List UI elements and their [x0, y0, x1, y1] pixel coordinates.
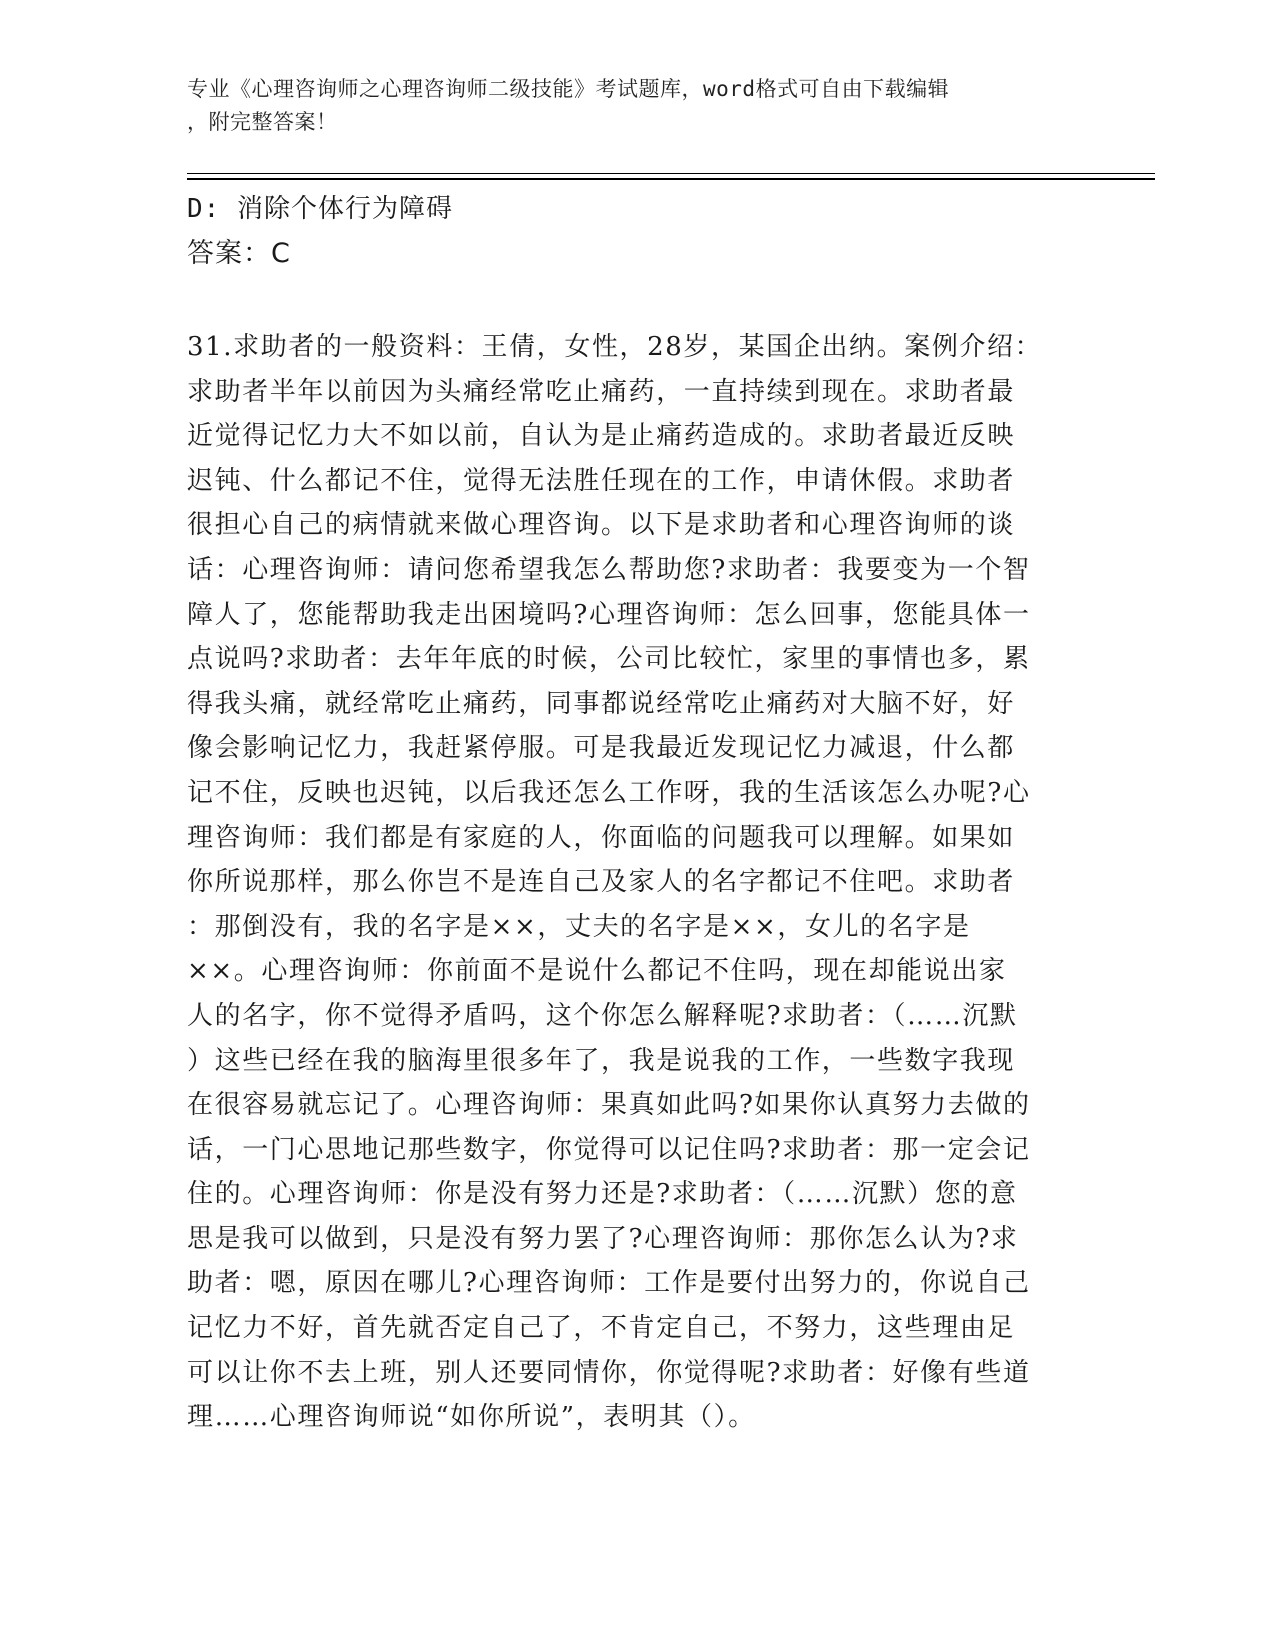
question-line: 理咨询师：我们都是有家庭的人，你面临的问题我可以理解。如果如: [187, 822, 1016, 853]
header-rule-thick: [187, 178, 1155, 180]
question-line: 你所说那样，那么你岂不是连自己及家人的名字都记不住吧。求助者: [187, 867, 1016, 898]
answer-line: 答案：C: [187, 238, 291, 269]
document-header: [187, 73, 1067, 139]
question-line: 住的。心理咨询师：你是没有努力还是?求助者：（……沉默）您的意: [187, 1179, 1018, 1210]
header-line-2: ，附完整答案！: [187, 110, 338, 134]
question-line: 话，一门心思地记那些数字，你觉得可以记住吗?求助者：那一定会记: [187, 1134, 1031, 1165]
question-line: 像会影响记忆力，我赶紧停服。可是我最近发现记忆力减退，什么都: [187, 733, 1016, 764]
question-line: ）这些已经在我的脑海里很多年了，我是说我的工作，一些数字我现: [187, 1045, 1016, 1076]
question-line: 点说吗?求助者：去年年底的时候，公司比较忙，家里的事情也多，累: [187, 644, 1031, 675]
header-rule-thin: [187, 173, 1155, 174]
question-line: 求助者半年以前因为头痛经常吃止痛药，一直持续到现在。求助者最: [187, 376, 1016, 407]
question-line: 记忆力不好，首先就否定自己了，不肯定自己，不努力，这些理由足: [187, 1313, 1016, 1344]
question-line: 障人了，您能帮助我走出困境吗?心理咨询师：怎么回事，您能具体一: [187, 599, 1031, 630]
question-line: 迟钝、什么都记不住，觉得无法胜任现在的工作，申请休假。求助者: [187, 465, 1016, 496]
question-line: ××。心理咨询师：你前面不是说什么都记不住吗，现在却能说出家: [187, 956, 1007, 987]
question-line: 思是我可以做到，只是没有努力罢了?心理咨询师：那你怎么认为?求: [187, 1223, 1019, 1254]
question-line: 近觉得记忆力大不如以前，自认为是止痛药造成的。求助者最近反映: [187, 421, 1016, 452]
header-line-1: 专业《心理咨询师之心理咨询师二级技能》考试题库，word格式可自由下载编辑: [187, 77, 950, 101]
question-line: 理……心理咨询师说“如你所说”，表明其（）。: [187, 1402, 756, 1433]
question-line: 可以让你不去上班，别人还要同情你，你觉得呢?求助者：好像有些道: [187, 1357, 1031, 1388]
question-line: 人的名字，你不觉得矛盾吗，这个你怎么解释呢?求助者：（……沉默: [187, 1000, 1018, 1031]
question-line: 记不住，反映也迟钝，以后我还怎么工作呀，我的生活该怎么办呢?心: [187, 777, 1031, 808]
question-31: [187, 325, 1087, 1440]
option-d: D: 消除个体行为障碍: [187, 194, 453, 224]
question-line: 在很容易就忘记了。心理咨询师：果真如此吗?如果你认真努力去做的: [187, 1090, 1031, 1121]
question-line: 31.求助者的一般资料：王倩，女性，28岁，某国企出纳。案例介绍：: [187, 332, 1043, 362]
question-line: 很担心自己的病情就来做心理咨询。以下是求助者和心理咨询师的谈: [187, 510, 1016, 541]
question-line: 话：心理咨询师：请问您希望我怎么帮助您?求助者：我要变为一个智: [187, 554, 1031, 585]
question-line: ：那倒没有，我的名字是××，丈夫的名字是××，女儿的名字是: [187, 911, 971, 942]
question-line: 得我头痛，就经常吃止痛药，同事都说经常吃止痛药对大脑不好，好: [187, 688, 1016, 719]
question-line: 助者：嗯，原因在哪儿?心理咨询师：工作是要付出努力的，你说自己: [187, 1268, 1031, 1299]
